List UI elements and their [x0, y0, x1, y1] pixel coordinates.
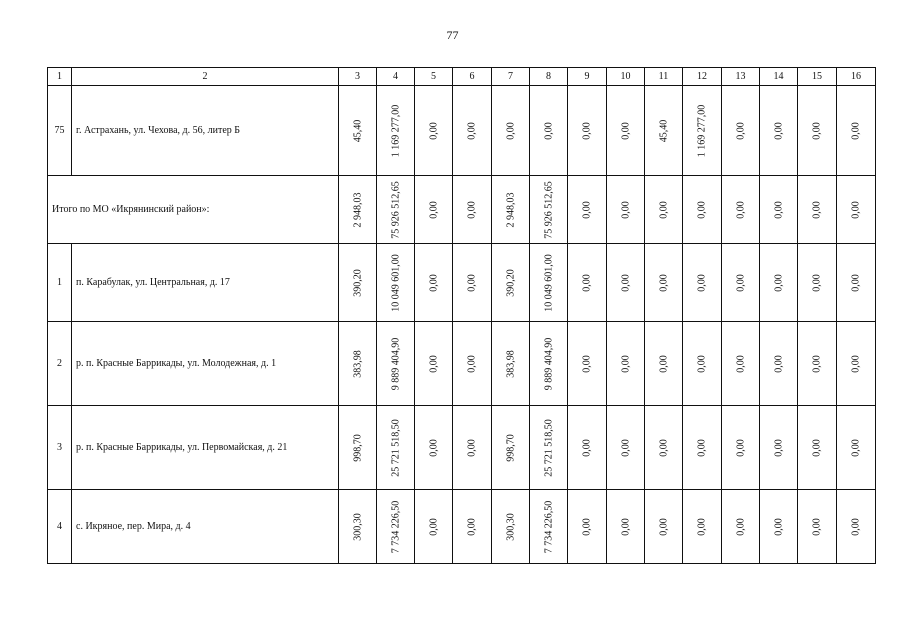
value-cell — [568, 322, 607, 406]
value-text: 0,00 — [620, 354, 631, 373]
column-header: 13 — [722, 68, 760, 86]
value-cell — [453, 406, 492, 490]
value-cell — [530, 490, 568, 564]
value-cell — [453, 490, 492, 564]
value-cell — [645, 86, 683, 176]
value-cell — [377, 86, 415, 176]
value-cell — [415, 244, 453, 322]
value-text: 0,00 — [658, 438, 669, 457]
value-cell — [453, 176, 492, 244]
column-header: 5 — [415, 68, 453, 86]
row-index: 4 — [48, 490, 72, 564]
table-row — [48, 86, 876, 176]
value-text: 0,00 — [850, 517, 862, 536]
value-cell — [722, 322, 760, 406]
value-text: 0,00 — [773, 354, 784, 373]
value-cell — [568, 490, 607, 564]
value-text: 0,00 — [811, 517, 823, 536]
row-index: 75 — [48, 86, 72, 176]
value-text: 0,00 — [696, 273, 708, 292]
value-cell — [492, 322, 530, 406]
value-text: 0,00 — [466, 273, 478, 292]
value-text: 0,00 — [658, 273, 669, 292]
value-cell — [492, 176, 530, 244]
value-cell — [722, 244, 760, 322]
value-text: 390,20 — [352, 268, 363, 297]
value-text: 0,00 — [428, 273, 439, 292]
value-text: 0,00 — [620, 517, 631, 536]
value-text: 390,20 — [505, 268, 516, 297]
value-text: 383,98 — [505, 349, 516, 378]
address-cell: п. Карабулак, ул. Центральная, д. 17 — [72, 244, 339, 322]
column-header: 8 — [530, 68, 568, 86]
value-text: 0,00 — [658, 200, 669, 219]
value-text: 0,00 — [696, 354, 708, 373]
value-text: 0,00 — [466, 121, 478, 140]
column-header: 7 — [492, 68, 530, 86]
value-text: 0,00 — [428, 354, 439, 373]
address-cell: с. Икряное, пер. Мира, д. 4 — [72, 490, 339, 564]
value-cell — [568, 244, 607, 322]
value-cell — [607, 490, 645, 564]
value-cell — [837, 322, 876, 406]
value-cell — [415, 176, 453, 244]
value-cell — [837, 176, 876, 244]
value-cell — [645, 406, 683, 490]
value-text: 0,00 — [850, 273, 862, 292]
value-cell — [492, 244, 530, 322]
value-text: 0,00 — [735, 438, 746, 457]
table-row — [48, 490, 876, 564]
value-text: 0,00 — [773, 517, 784, 536]
value-cell — [377, 322, 415, 406]
value-cell — [568, 176, 607, 244]
value-text: 300,30 — [352, 512, 363, 541]
value-cell — [798, 322, 837, 406]
value-text: 0,00 — [811, 273, 823, 292]
value-text: 0,00 — [658, 517, 669, 536]
row-index: 1 — [48, 244, 72, 322]
value-cell — [377, 176, 415, 244]
column-header: 9 — [568, 68, 607, 86]
value-text: 0,00 — [581, 517, 593, 536]
value-cell — [722, 176, 760, 244]
value-text: 10 049 601,00 — [390, 253, 401, 312]
value-cell — [453, 322, 492, 406]
address-cell: р. п. Красные Баррикады, ул. Первомайская, д. 21 — [72, 406, 339, 490]
total-row — [48, 176, 876, 244]
value-text: 9 889 404,90 — [390, 337, 401, 390]
value-text: 2 948,03 — [505, 192, 516, 227]
value-cell — [415, 490, 453, 564]
column-header: 16 — [837, 68, 876, 86]
value-text: 0,00 — [773, 121, 784, 140]
value-text: 0,00 — [773, 273, 784, 292]
column-header: 14 — [760, 68, 798, 86]
value-text: 0,00 — [543, 121, 554, 140]
value-cell — [798, 490, 837, 564]
value-text: 0,00 — [620, 273, 631, 292]
value-text: 0,00 — [696, 517, 708, 536]
value-cell — [339, 490, 377, 564]
value-text: 0,00 — [735, 354, 746, 373]
column-header: 3 — [339, 68, 377, 86]
page-number: 77 — [446, 28, 459, 42]
row-index: 3 — [48, 406, 72, 490]
value-text: 0,00 — [581, 354, 593, 373]
value-text: 0,00 — [773, 438, 784, 457]
value-text: 383,98 — [352, 349, 363, 378]
column-header: 2 — [72, 68, 339, 86]
value-cell — [492, 490, 530, 564]
value-cell — [683, 86, 722, 176]
value-cell — [645, 176, 683, 244]
value-text: 45,40 — [658, 119, 669, 142]
value-text: 10 049 601,00 — [543, 253, 554, 312]
value-text: 7 734 226,50 — [543, 500, 554, 553]
value-cell — [530, 244, 568, 322]
total-label: Итого по МО «Икрянинский район»: — [48, 176, 339, 244]
value-text: 0,00 — [735, 121, 746, 140]
value-text: 9 889 404,90 — [543, 337, 554, 390]
value-text: 75 926 512,65 — [390, 180, 401, 239]
value-cell — [760, 176, 798, 244]
value-text: 45,40 — [352, 119, 363, 142]
value-cell — [683, 406, 722, 490]
value-cell — [837, 490, 876, 564]
value-cell — [760, 244, 798, 322]
value-text: 25 721 518,50 — [543, 418, 554, 477]
value-text: 7 734 226,50 — [390, 500, 401, 553]
value-cell — [530, 86, 568, 176]
value-text: 998,70 — [505, 433, 516, 462]
value-cell — [798, 406, 837, 490]
value-text: 0,00 — [428, 517, 439, 536]
value-cell — [837, 86, 876, 176]
value-text: 0,00 — [581, 273, 593, 292]
value-text: 0,00 — [850, 354, 862, 373]
table-row — [48, 406, 876, 490]
value-cell — [798, 176, 837, 244]
value-cell — [837, 406, 876, 490]
table-row — [48, 244, 876, 322]
value-cell — [453, 244, 492, 322]
value-cell — [722, 490, 760, 564]
value-cell — [645, 244, 683, 322]
value-text: 0,00 — [581, 438, 593, 457]
value-cell — [798, 86, 837, 176]
value-cell — [339, 322, 377, 406]
value-cell — [683, 490, 722, 564]
value-text: 0,00 — [466, 517, 478, 536]
value-text: 0,00 — [428, 200, 439, 219]
header-row — [48, 68, 876, 86]
value-text: 0,00 — [773, 200, 784, 219]
value-text: 0,00 — [696, 200, 708, 219]
value-text: 0,00 — [658, 354, 669, 373]
value-text: 0,00 — [735, 200, 746, 219]
column-header: 6 — [453, 68, 492, 86]
value-cell — [530, 176, 568, 244]
value-text: 0,00 — [735, 517, 746, 536]
value-cell — [453, 86, 492, 176]
value-text: 0,00 — [581, 200, 593, 219]
value-text: 0,00 — [811, 121, 823, 140]
value-text: 0,00 — [620, 200, 631, 219]
value-cell — [722, 406, 760, 490]
value-text: 0,00 — [620, 438, 631, 457]
value-cell — [339, 86, 377, 176]
value-text: 300,30 — [505, 512, 516, 541]
value-cell — [492, 86, 530, 176]
value-cell — [683, 244, 722, 322]
value-cell — [837, 244, 876, 322]
value-text: 0,00 — [811, 200, 823, 219]
row-index: 2 — [48, 322, 72, 406]
value-cell — [645, 322, 683, 406]
value-cell — [339, 406, 377, 490]
value-text: 0,00 — [850, 200, 862, 219]
value-text: 0,00 — [811, 354, 823, 373]
table-row — [48, 322, 876, 406]
data-table — [47, 67, 876, 564]
value-cell — [760, 86, 798, 176]
value-text: 998,70 — [352, 433, 363, 462]
value-text: 0,00 — [466, 354, 478, 373]
column-header: 12 — [683, 68, 722, 86]
value-text: 0,00 — [696, 438, 708, 457]
value-text: 0,00 — [735, 273, 746, 292]
value-cell — [415, 322, 453, 406]
value-text: 0,00 — [850, 438, 862, 457]
address-cell: г. Астрахань, ул. Чехова, д. 56, литер Б — [72, 86, 339, 176]
value-cell — [377, 244, 415, 322]
column-header: 10 — [607, 68, 645, 86]
value-cell — [760, 322, 798, 406]
value-cell — [798, 244, 837, 322]
value-cell — [339, 176, 377, 244]
value-text: 1 169 277,00 — [390, 104, 401, 157]
value-cell — [377, 490, 415, 564]
column-header: 1 — [48, 68, 72, 86]
value-cell — [377, 406, 415, 490]
value-cell — [607, 244, 645, 322]
value-cell — [415, 406, 453, 490]
value-text: 0,00 — [620, 121, 631, 140]
value-cell — [607, 406, 645, 490]
address-cell: р. п. Красные Баррикады, ул. Молодежная, д. 1 — [72, 322, 339, 406]
table-body — [48, 68, 876, 564]
value-cell — [492, 406, 530, 490]
column-header: 15 — [798, 68, 837, 86]
value-text: 0,00 — [581, 121, 593, 140]
value-text: 0,00 — [505, 121, 516, 140]
value-cell — [722, 86, 760, 176]
value-cell — [607, 86, 645, 176]
value-cell — [645, 490, 683, 564]
value-text: 25 721 518,50 — [390, 418, 401, 477]
value-cell — [339, 244, 377, 322]
value-text: 0,00 — [428, 121, 439, 140]
value-cell — [568, 86, 607, 176]
column-header: 4 — [377, 68, 415, 86]
value-cell — [530, 406, 568, 490]
value-cell — [683, 176, 722, 244]
value-text: 0,00 — [850, 121, 862, 140]
value-cell — [415, 86, 453, 176]
value-text: 0,00 — [811, 438, 823, 457]
value-text: 2 948,03 — [352, 192, 363, 227]
value-cell — [683, 322, 722, 406]
value-text: 0,00 — [466, 200, 478, 219]
column-header: 11 — [645, 68, 683, 86]
value-cell — [760, 406, 798, 490]
value-cell — [568, 406, 607, 490]
value-text: 75 926 512,65 — [543, 180, 554, 239]
value-cell — [760, 490, 798, 564]
value-text: 0,00 — [466, 438, 478, 457]
value-text: 0,00 — [428, 438, 439, 457]
value-cell — [530, 322, 568, 406]
value-cell — [607, 176, 645, 244]
value-cell — [607, 322, 645, 406]
value-text: 1 169 277,00 — [696, 104, 708, 157]
